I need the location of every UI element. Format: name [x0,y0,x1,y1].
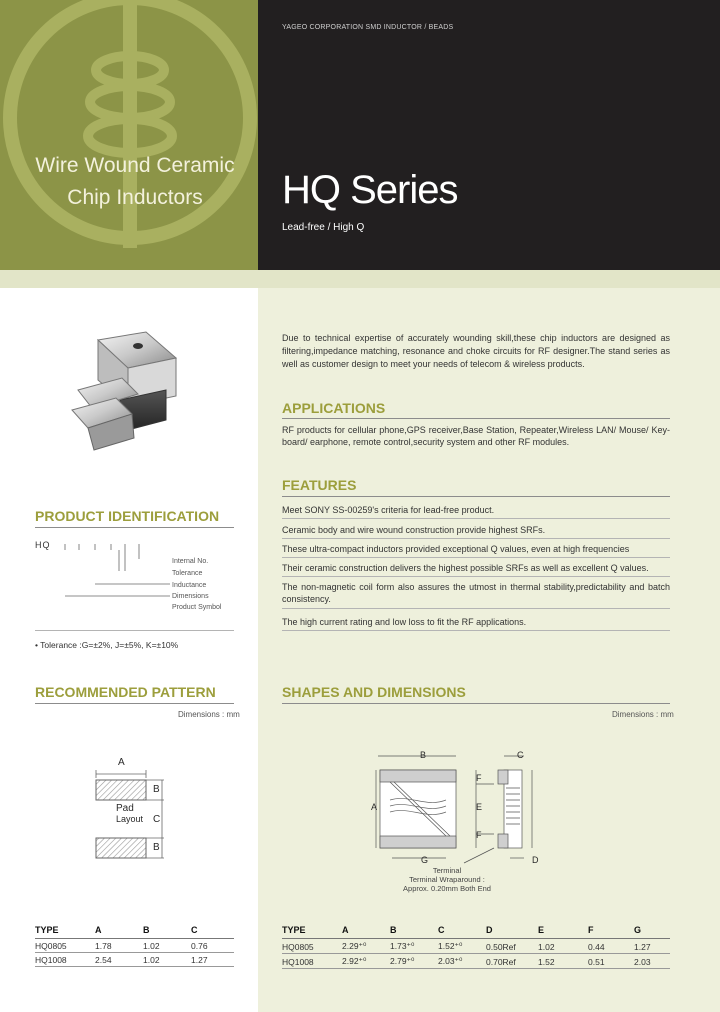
recommended-dimensions-unit: Dimensions : mm [178,710,240,719]
table-row [35,939,234,953]
table-header: E [538,925,588,939]
layout-label: Layout [116,814,144,824]
table-cell: 0.51 [588,954,634,969]
pad-label-c: C [153,814,161,825]
dim-label-f-top: F [476,773,482,783]
feature-divider [282,557,670,558]
product-identification-heading: PRODUCT IDENTIFICATION [35,508,220,524]
series-title: HQ Series [282,168,458,212]
shapes-dimensions-rule [282,703,670,704]
table-cell: 1.52⁺⁰ [438,939,486,954]
pi-label-product-symbol: Product Symbol [172,604,222,611]
dim-label-e: E [476,802,483,812]
dim-label-a: A [371,802,378,812]
table-header: TYPE [282,925,342,939]
feature-divider [282,518,670,519]
recommended-pattern-table [35,925,234,967]
dim-label-c: C [517,750,524,760]
table-cell: 1.73⁺⁰ [390,939,438,954]
intro-text: Due to technical expertise of accurately wounding skill,these chip inductors are designed as filtering,impedance matching, resonance and choke circuits for RF designer.The stand series as well as customer design to meet your needs of telecom & wireless products. [282,333,670,369]
table-cell: 1.52 [538,954,588,969]
table-cell: 1.27 [634,939,670,954]
corporation-line: YAGEO CORPORATION SMD INDUCTOR / BEADS [282,24,454,31]
applications-heading: APPLICATIONS [282,400,386,416]
table-cell: 1.02 [143,953,191,967]
chip-inductor-photo [58,328,188,458]
pi-label-internal-no: Internal No. [172,558,209,565]
table-header: C [438,925,486,939]
pi-label-inductance: Inductance [172,582,207,589]
shapes-dimensions-table [282,925,670,969]
table-cell: HQ1008 [35,953,95,967]
product-identification-rule [35,527,234,528]
table-cell: 1.02 [143,939,191,953]
table-cell: 1.78 [95,939,143,953]
table-row [35,953,234,967]
right-panel-background [258,288,720,1012]
header-left-panel [0,0,258,270]
table-cell: HQ0805 [35,939,95,953]
pad-label-b-bottom: B [153,842,160,853]
terminal-note-line1: Terminal [432,866,462,875]
header-strip [0,270,720,288]
table-cell: 1.27 [191,953,234,967]
table-cell: 2.03⁺⁰ [438,954,486,969]
table-header: A [95,925,143,939]
pad-label: Pad [116,803,134,814]
product-title-line2: Chip Inductors [67,186,203,209]
terminal-note [392,866,502,893]
table-cell: 2.54 [95,953,143,967]
table-header: A [342,925,390,939]
dim-label-b: B [420,750,427,760]
table-header: TYPE [35,925,95,939]
table-header: D [486,925,538,939]
feature-item: The non-magnetic coil form also assures the utmost in thermal stability,predictability and batch consistency. [282,582,670,604]
feature-divider [282,608,670,609]
applications-rule [282,418,670,419]
table-cell: 2.03 [634,954,670,969]
table-cell: 1.02 [538,939,588,954]
terminal-note-line2: Terminal Wraparound : [409,875,485,884]
feature-item: These ultra-compact inductors provided exceptional Q values, even at high frequencies [282,544,630,554]
table-header: C [191,925,234,939]
feature-divider [282,630,670,631]
feature-item: The high current rating and low loss to fit the RF applications. [282,617,527,627]
feature-divider [282,576,670,577]
table-cell: 2.92⁺⁰ [342,954,390,969]
table-row [282,939,670,954]
table-cell: 2.79⁺⁰ [390,954,438,969]
shapes-dimensions-heading: SHAPES AND DIMENSIONS [282,684,466,700]
table-header: B [390,925,438,939]
tolerance-note: • Tolerance :G=±2%, J=±5%, K=±10% [35,640,179,650]
coil-logo-icon [0,0,258,270]
pad-layout-diagram [90,756,180,866]
pi-label-tolerance: Tolerance [172,570,203,577]
dim-label-g: G [421,855,429,865]
series-subtitle: Lead-free / High Q [282,222,365,233]
features-rule [282,496,670,497]
feature-divider [282,538,670,539]
recommended-pattern-rule [35,703,234,704]
table-cell: 0.44 [588,939,634,954]
inductor-dimension-diagram [364,748,554,866]
feature-item: Meet SONY SS-00259's criteria for lead-free product. [282,505,495,515]
dim-label-d: D [532,855,539,865]
pi-label-dimensions: Dimensions [172,593,209,600]
product-title [30,150,240,214]
pad-label-b-top: B [153,784,160,795]
product-title-line1: Wire Wound Ceramic [35,154,235,177]
table-header: F [588,925,634,939]
table-cell: 0.70Ref [486,954,538,969]
table-cell: HQ1008 [282,954,342,969]
pad-label-a: A [118,757,125,768]
features-heading: FEATURES [282,477,357,493]
product-code: HQ [35,540,51,550]
product-code-diagram [35,540,185,615]
table-cell: 0.76 [191,939,234,953]
table-cell: 0.50Ref [486,939,538,954]
dim-label-f-bottom: F [476,830,482,840]
recommended-pattern-heading: RECOMMENDED PATTERN [35,684,216,700]
pi-bottom-rule [35,630,234,631]
feature-item: Their ceramic construction delivers the highest possible SRFs as well as excellent Q values. [282,563,649,573]
table-header: G [634,925,670,939]
table-header: B [143,925,191,939]
table-cell: 2.29⁺⁰ [342,939,390,954]
terminal-note-line3: Approx. 0.20mm Both End [403,884,491,893]
table-cell: HQ0805 [282,939,342,954]
feature-item: Ceramic body and wire wound construction provide highest SRFs. [282,525,546,535]
table-row [282,954,670,969]
applications-text: RF products for cellular phone,GPS receiver,Base Station, Repeater,Wireless LAN/ Mouse/ Key-board/ earphone, remote control,security system and other RF modules. [282,425,670,447]
shapes-dimensions-unit: Dimensions : mm [612,710,674,719]
